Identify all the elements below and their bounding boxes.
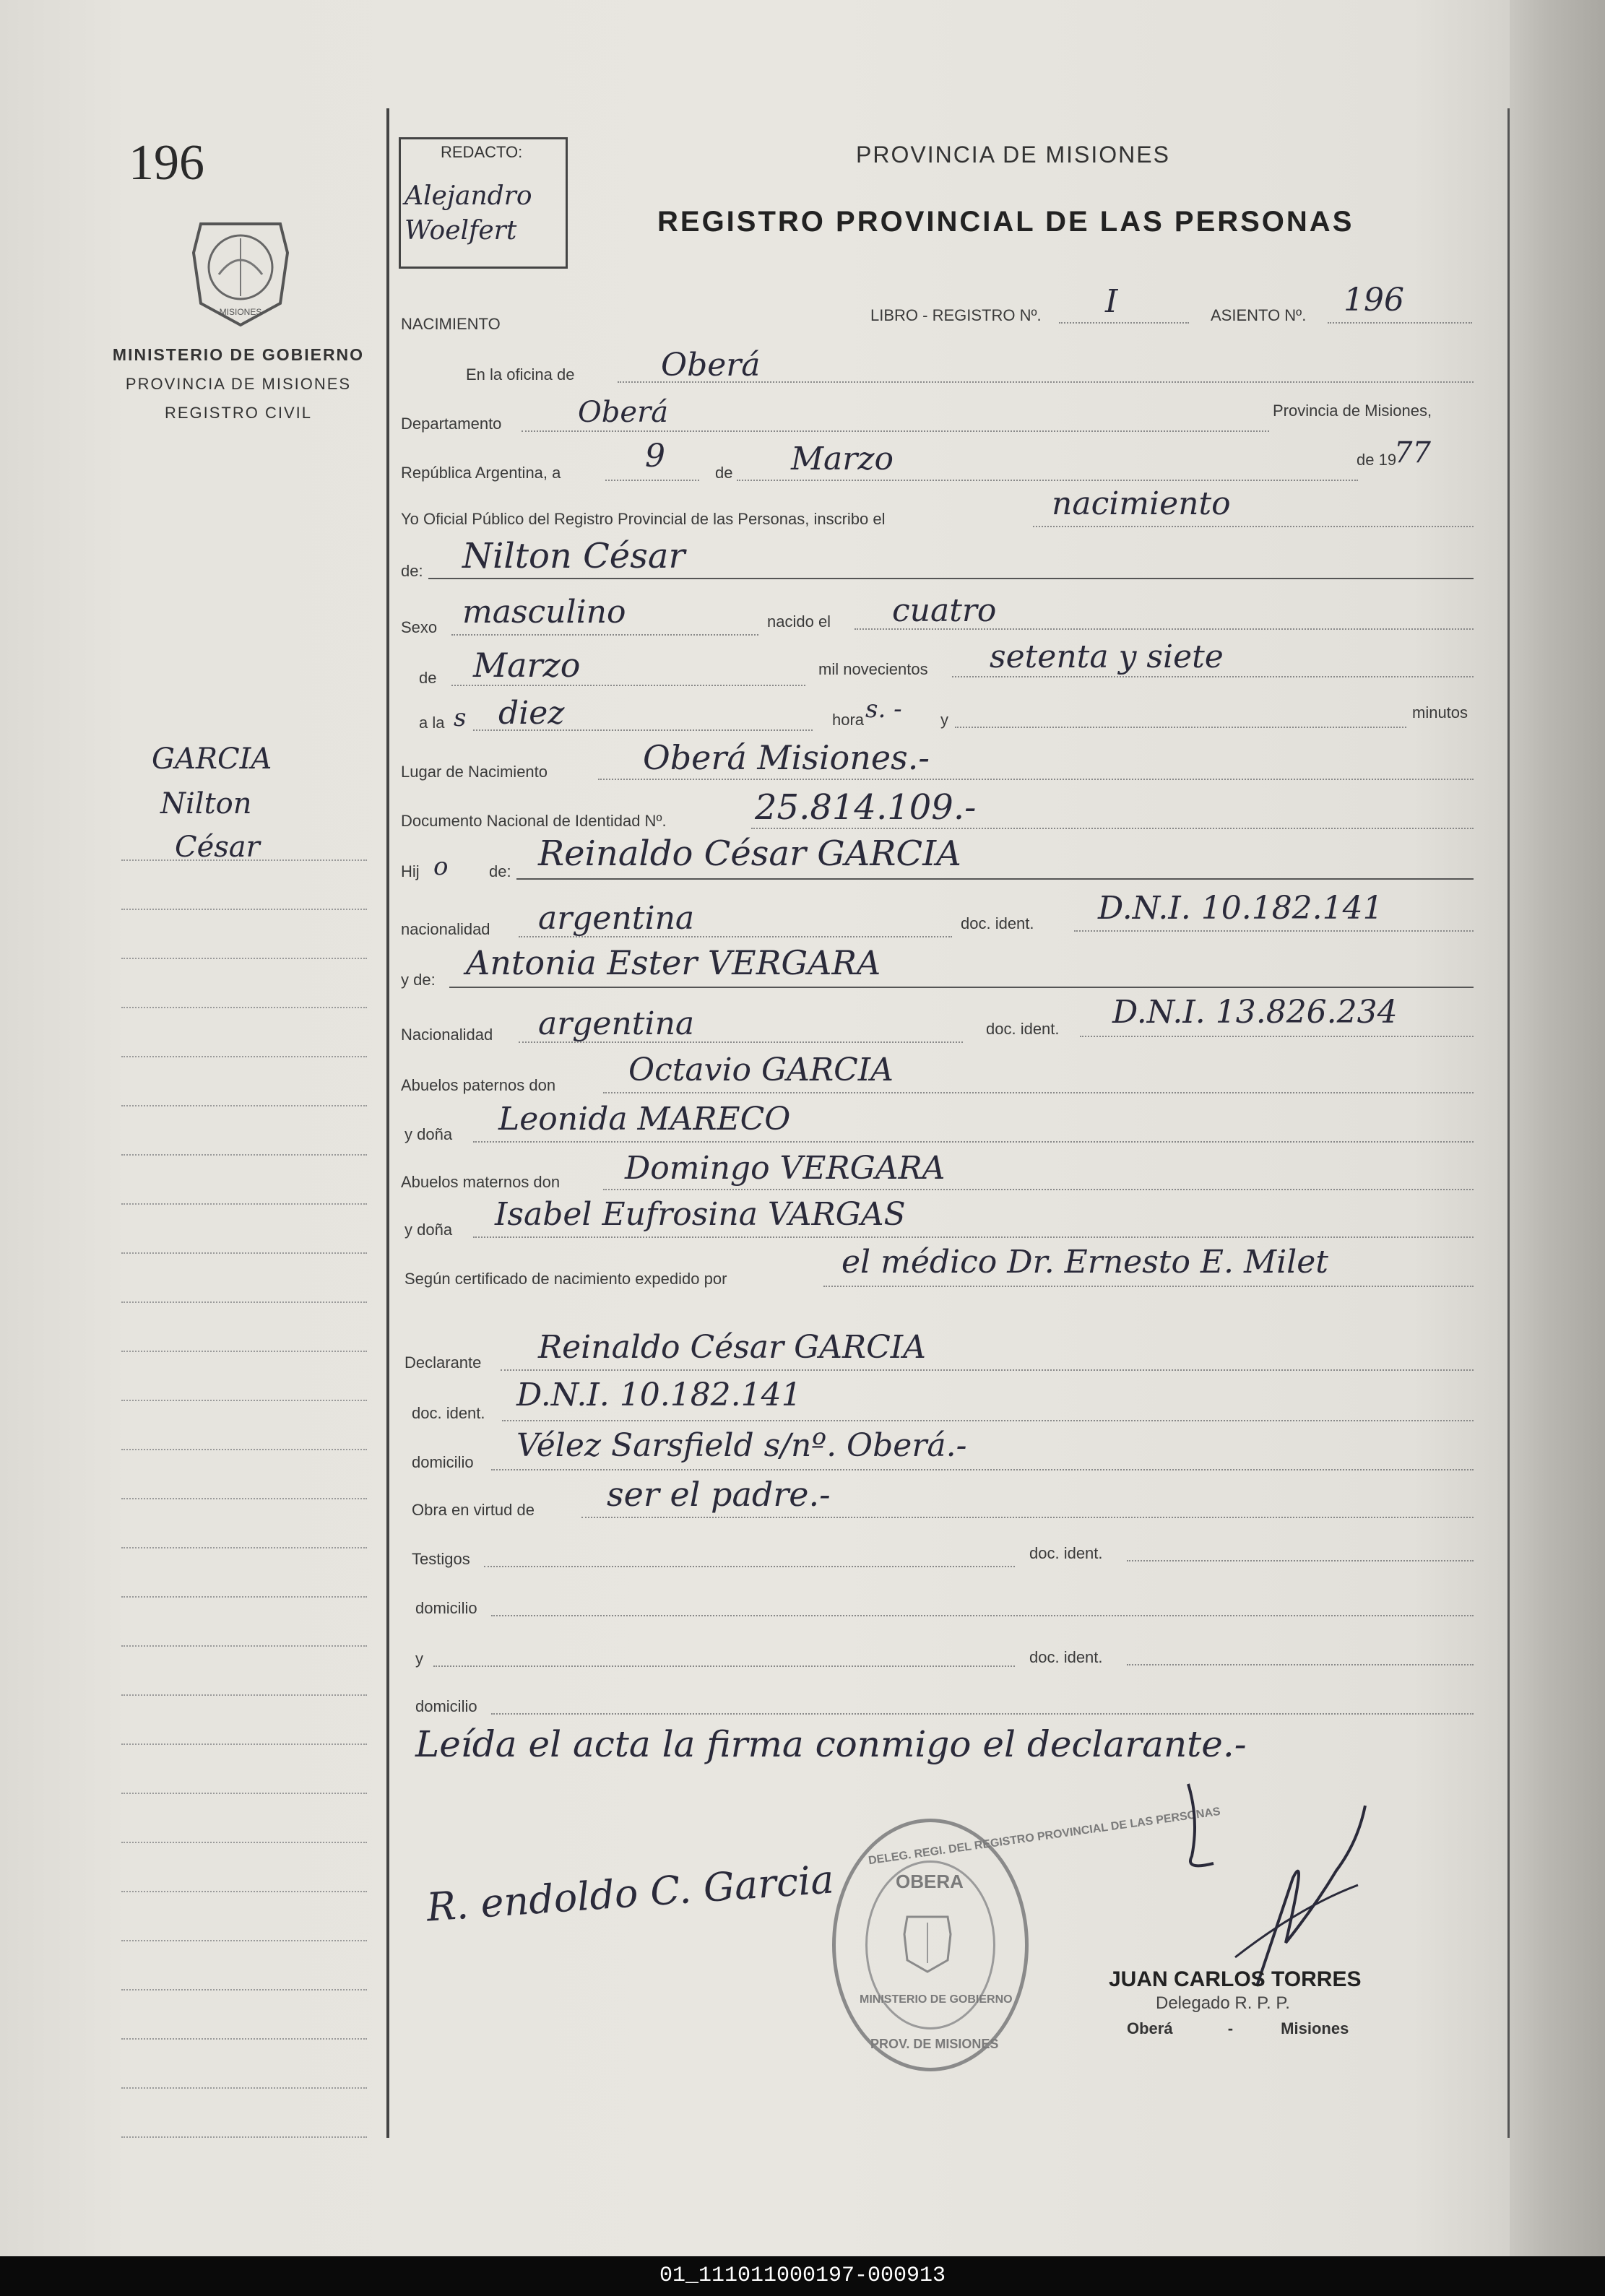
abmat-value: Domingo VERGARA [625,1150,946,1187]
anio-label: de 19 [1357,451,1397,469]
ministry-province: PROVINCIA DE MISIONES [125,375,352,393]
obra-label: Obra en virtud de [412,1501,535,1519]
margin-ruled-line [121,1547,367,1548]
cert-line [823,1286,1474,1287]
lugar-label: Lugar de Nacimiento [401,763,548,781]
republica-label: República Argentina, a [401,464,561,482]
docdecl-value: D.N.I. 10.182.141 [516,1377,802,1413]
hora-mark: s. - [865,695,902,724]
libro-value: I [1105,283,1118,320]
doc2-line [1080,1036,1474,1037]
dni-line [751,828,1474,829]
lugar-value: Oberá Misiones.- [643,738,930,777]
redacto-label: REDACTO: [441,143,523,161]
ydona2-label: y doña [405,1221,453,1239]
provincial-seal-icon [186,209,295,332]
margin-ruled-line [121,1252,367,1254]
sexo-label: Sexo [401,618,438,636]
abmat-line [603,1189,1474,1190]
abmat2-value: Isabel Eufrosina VARGAS [495,1196,906,1233]
redacto-name-line1: Alejandro [405,181,532,211]
doc1-line [1074,930,1474,932]
libro-label: LIBRO - REGISTRO Nº. [870,306,1042,324]
margin-given-name-2: César [175,831,260,864]
de3-label: de [419,669,437,687]
nacido-value: cuatro [892,592,997,629]
abmat-label: Abuelos maternos don [401,1173,561,1191]
provincia-label: Provincia de Misiones, [1273,402,1432,420]
nac2-value: argentina [538,1005,695,1042]
declarante-label: Declarante [405,1353,482,1372]
madre-value: Antonia Ester VERGARA [466,943,881,982]
delegate-place-left: Oberá [1127,2019,1173,2037]
libro-line [1059,322,1189,324]
asiento-value: 196 [1344,282,1404,319]
doc1-label: doc. ident. [961,914,1034,932]
abpat2-line [473,1141,1474,1143]
stamp-inner-text: MINISTERIO DE GOBIERNO [860,1993,1013,2006]
book-binding [1510,0,1605,2256]
province-header: PROVINCIA DE MISIONES [856,142,1170,168]
margin-ruled-line [121,1940,367,1941]
mes2-line [451,685,805,686]
margin-ruled-line [121,1743,367,1745]
nac1-value: argentina [538,900,695,937]
domicilio-line [491,1469,1474,1470]
domicilio-label: domicilio [412,1453,474,1471]
inscribo-value: nacimiento [1052,485,1231,522]
minutos-label: minutos [1412,703,1468,722]
doc2-label: doc. ident. [986,1020,1060,1038]
margin-ruled-line [121,1203,367,1205]
margin-ruled-line [121,1007,367,1008]
oficial-label: Yo Oficial Público del Registro Provincial de las Personas, inscribo el [401,510,886,528]
margin-ruled-line [121,1891,367,1892]
de2-label: de: [401,562,423,580]
abpat-label: Abuelos paternos don [401,1076,556,1094]
nombre-line [428,578,1474,579]
ydona1-label: y doña [405,1125,453,1143]
margin-ruled-line [121,1842,367,1843]
dia-line [605,480,699,481]
mil-label: mil novecientos [818,660,928,678]
y-label: y [940,711,948,729]
lugar-line [598,779,1474,780]
doct1-label: doc. ident. [1029,1544,1103,1562]
margin-ruled-line [121,1400,367,1401]
hijo-suffix: o [433,852,449,881]
hora-value: diez [498,695,565,732]
redacto-name-line2: Woelfert [405,216,517,246]
margin-ruled-line [121,958,367,959]
docdecl-label: doc. ident. [412,1404,485,1422]
testigos-label: Testigos [412,1550,470,1568]
margin-surname: GARCIA [152,742,272,776]
mes-value: Marzo [791,441,894,477]
hijo-label: Hij [401,862,420,880]
sexo-value: masculino [462,594,626,631]
margin-ruled-line [121,2136,367,2138]
ministry-registry: REGISTRO CIVIL [164,404,313,422]
departamento-label: Departamento [401,415,502,433]
stamp-emblem-icon [901,1912,953,1975]
margin-ruled-line [121,1596,367,1598]
asiento-line [1328,322,1472,324]
margin-ruled-line [121,2038,367,2040]
dni-value: 25.814.109.- [755,787,977,828]
de-label: de [715,464,733,482]
abpat-line [603,1092,1474,1093]
delegate-name: JUAN CARLOS TORRES [1109,1967,1362,1991]
sexo-line [451,634,758,636]
redacto-name [405,179,532,248]
anio-texto-value: setenta y siete [990,638,1224,675]
anio-value: 77 [1394,436,1431,469]
y2-label: y [415,1650,423,1668]
delegate-place [1127,2019,1349,2038]
margin-ruled-line [121,1645,367,1647]
nacido-label: nacido el [767,612,831,631]
margin-ruled-line [121,1793,367,1794]
padre-value: Reinaldo César GARCIA [538,833,961,874]
asiento-label: ASIENTO Nº. [1211,306,1307,324]
mes2-value: Marzo [473,646,581,685]
doct1-line [1127,1560,1474,1561]
delegate-place-dash: - [1227,2019,1234,2037]
nac2-label: Nacionalidad [401,1026,493,1044]
margin-ruled-line [121,1105,367,1106]
margin-ruled-line [121,1301,367,1303]
delegate-role: Delegado R. P. P. [1156,1993,1290,2013]
minutos-line [955,727,1406,728]
declarante-line [501,1369,1474,1371]
doct2-label: doc. ident. [1029,1648,1103,1666]
cert-value: el médico Dr. Ernesto E. Milet [842,1244,1328,1281]
margin-ruled-line [121,1154,367,1156]
abpat2-value: Leonida MARECO [498,1101,791,1138]
abpat-value: Octavio GARCIA [628,1052,894,1088]
doc1-value: D.N.I. 10.182.141 [1098,890,1383,927]
ala-suffix: s [454,703,467,732]
dom2-line [491,1615,1474,1616]
cert-label: Según certificado de nacimiento expedido por [405,1270,727,1288]
y2-line [433,1665,1015,1667]
folio-number: 196 [129,135,204,191]
delegate-place-right: Misiones [1281,2019,1349,2037]
nac1-label: nacionalidad [401,920,490,938]
margin-ruled-line [121,859,367,861]
declarante-value: Reinaldo César GARCIA [538,1329,926,1366]
ministry-title: MINISTERIO DE GOBIERNO [112,345,365,364]
oficina-label: En la oficina de [466,365,575,384]
margin-ruled-line [121,909,367,910]
dom3-label: domicilio [415,1697,477,1715]
yde-label: y de: [401,971,436,989]
departamento-line [522,430,1269,432]
obra-value: ser el padre.- [607,1475,831,1514]
departamento-value: Oberá [578,396,669,429]
margin-ruled-line [121,1056,367,1057]
stamp-bottom-text: PROV. DE MISIONES [870,2037,999,2051]
section-label: NACIMIENTO [401,315,501,333]
dom3-line [491,1713,1474,1715]
registry-title: REGISTRO PROVINCIAL DE LAS PERSONAS [657,206,1354,238]
margin-ruled-line [121,1989,367,1990]
abmat2-line [473,1236,1474,1238]
closing-statement: Leída el acta la firma conmigo el declarante.- [415,1723,1247,1765]
obra-line [581,1517,1474,1518]
margin-given-name-1: Nilton [160,787,252,820]
seal-label: MISIONES [219,307,262,317]
margin-ruled-line [121,2087,367,2089]
anio-texto-line [952,676,1474,677]
ministry-block [108,345,368,433]
stamp-top-text: DELEG. REGI. DEL REGISTRO PROVINCIAL DE LAS PERSONAS [868,1805,1221,1868]
testigos-line [484,1566,1015,1567]
madre-line [449,987,1474,988]
de4-label: de: [489,862,511,880]
doct2-line [1127,1664,1474,1665]
hora-label: hora [832,711,865,729]
margin-ruled-line [121,1498,367,1499]
mes-line [737,480,1358,481]
dom2-label: domicilio [415,1599,477,1617]
margin-ruled-line [121,1694,367,1696]
docdecl-line [502,1420,1474,1421]
nombre-value: Nilton César [462,536,685,576]
margin-ruled-line [121,1449,367,1450]
doc2-value: D.N.I. 13.826.234 [1112,994,1398,1031]
image-id-footer: 01_111011000197-000913 [0,2256,1605,2296]
dni-label: Documento Nacional de Identidad Nº. [401,812,667,830]
padre-line [516,878,1474,880]
oficina-value: Oberá [661,347,761,384]
domicilio-value: Vélez Sarsfield s/nº. Oberá.- [516,1427,967,1464]
declarant-signature: R. endoldo C. Garcia [425,1856,836,1931]
margin-ruled-line [121,1351,367,1352]
dia-value: 9 [645,438,665,475]
inscribo-line [1033,526,1474,527]
stamp-city: OBERA [896,1871,964,1892]
ala-label: a la [419,714,445,732]
